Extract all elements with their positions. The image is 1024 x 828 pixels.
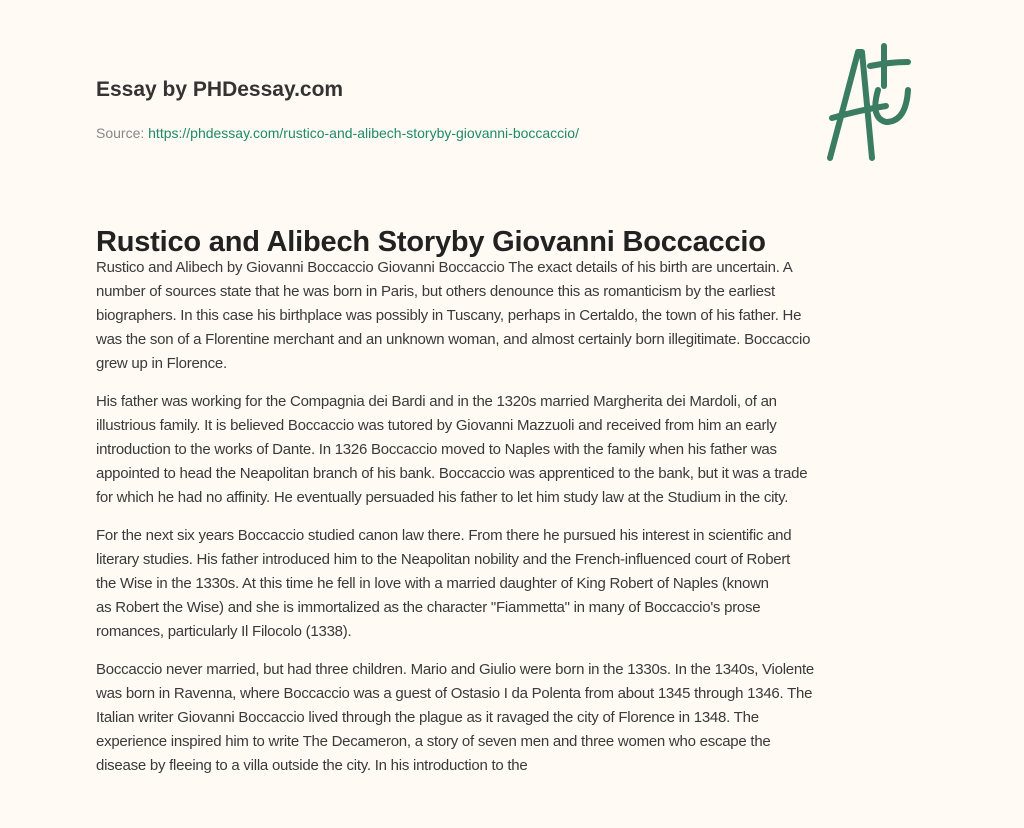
paragraph-line: for which he had no affinity. He eventually persuaded his father to let him study law at the Studium in the city. [96,489,789,506]
paragraph-line: grew up in Florence. [96,355,227,372]
paragraph-line: experience inspired him to write The Decameron, a story of seven men and three women who escape the [96,733,771,750]
paragraph-line: romances, particularly Il Filocolo (1338). [96,623,352,640]
paragraph-line: Rustico and Alibech by Giovanni Boccaccio Giovanni Boccaccio The exact details of his birth are uncertain. A [96,259,793,276]
paragraph-line: appointed to head the Neapolitan branch of his bank. Boccaccio was apprenticed to the bank, but it was a trade [96,465,808,482]
paragraph-line: was born in Ravenna, where Boccaccio was a guest of Ostasio I da Polenta from about 1345 through 1346. The [96,685,813,702]
article-paragraph [96,256,936,376]
paragraph-line: was the son of a Florentine merchant and an unknown woman, and almost certainly born illegitimate. Boccaccio [96,331,811,348]
article-paragraph [96,524,936,644]
article-paragraph [96,658,936,778]
paragraph-line: Italian writer Giovanni Boccaccio lived through the plague as it ravaged the city of Florence in 1348. The [96,709,759,726]
paragraph-line: the Wise in the 1330s. At this time he fell in love with a married daughter of King Robert of Naples (known [96,575,769,592]
source-link[interactable]: https://phdessay.com/rustico-and-alibech-storyby-giovanni-boccaccio/ [148,125,579,141]
site-brand: Essay by PHDessay.com [96,78,344,101]
paragraph-line: disease by fleeing to a villa outside the city. In his introduction to the [96,757,528,774]
paragraph-line: illustrious family. It is believed Boccaccio was tutored by Giovanni Mazzuoli and received from him an early [96,417,777,434]
paragraph-line: number of sources state that he was born in Paris, but others denounce this as romanticism by the earliest [96,283,775,300]
paragraph-line: introduction to the works of Dante. In 1326 Boccaccio moved to Naples with the family when his father was [96,441,777,458]
source-label: Source: [96,125,149,141]
article-title: Rustico and Alibech Storyby Giovanni Boccaccio [96,226,766,258]
paragraph-line: Boccaccio never married, but had three children. Mario and Giulio were born in the 1330s. In the 1340s, Violente [96,661,814,678]
paragraph-line: For the next six years Boccaccio studied canon law there. From there he pursued his interest in scientific and [96,527,792,544]
paragraph-line: as Robert the Wise) and she is immortalized as the character "Fiammetta" in many of Boccaccio's prose [96,599,761,616]
source-line [96,125,579,141]
paragraph-line: His father was working for the Compagnia dei Bardi and in the 1320s married Margherita dei Mardoli, of an [96,393,777,410]
paragraph-line: literary studies. His father introduced him to the Neapolitan nobility and the French-influenced court of Robert [96,551,791,568]
article-body [96,256,936,792]
article-paragraph [96,390,936,510]
a-plus-logo [820,40,930,170]
paragraph-line: biographers. In this case his birthplace was possibly in Tuscany, perhaps in Certaldo, the town of his father. He [96,307,802,324]
